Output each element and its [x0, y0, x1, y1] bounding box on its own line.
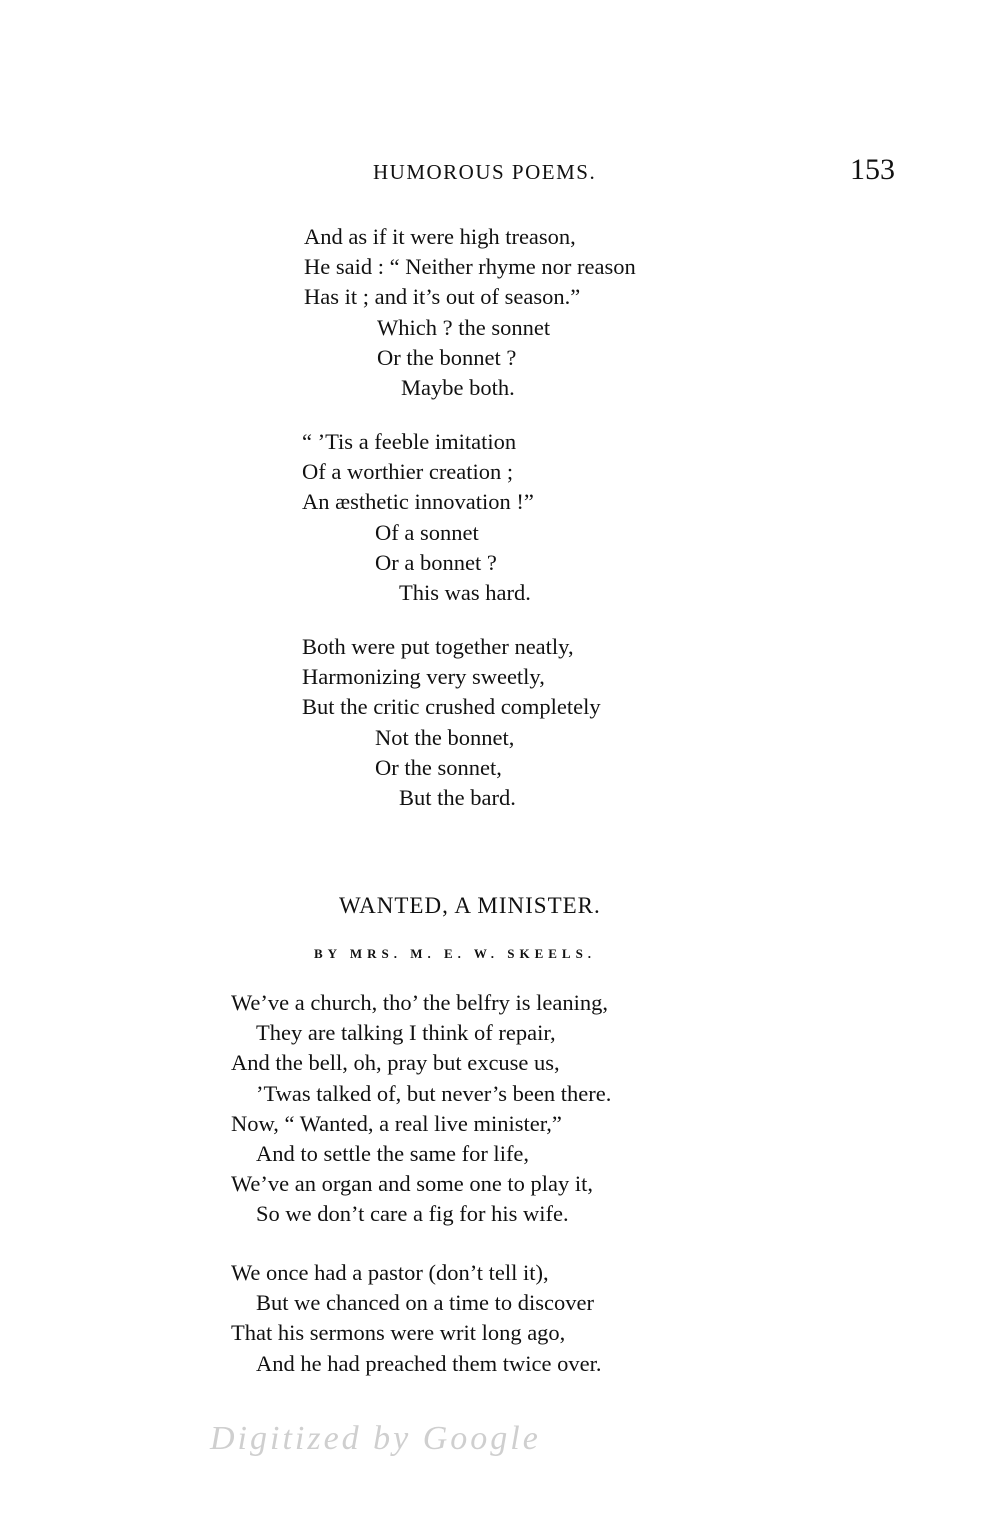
verse-line: Of a worthier creation ; [302, 459, 514, 485]
verse-line: So we don’t care a fig for his wife. [256, 1201, 569, 1227]
page-number: 153 [850, 153, 895, 186]
verse-line: But the critic crushed completely [302, 694, 601, 720]
verse-line: Or a bonnet ? [375, 549, 497, 575]
verse-line: Not the bonnet, [375, 724, 515, 750]
verse-line: And the bell, oh, pray but excuse us, [231, 1050, 560, 1076]
verse-line: We once had a pastor (don’t tell it), [231, 1260, 549, 1285]
poem2-stanza-1 [231, 988, 611, 1230]
verse-line: Maybe both. [401, 375, 515, 401]
verse-line: Or the bonnet ? [377, 344, 517, 370]
verse-line: He said : “ Neither rhyme nor reason [304, 254, 636, 280]
verse-line: An æsthetic innovation !” [302, 489, 534, 515]
verse-line: And as if it were high treason, [304, 224, 576, 249]
verse-line: That his sermons were writ long ago, [231, 1320, 566, 1346]
poem2-stanza-2 [231, 1258, 602, 1379]
verse-line: Has it ; and it’s out of season.” [304, 284, 581, 310]
verse-line: “ ’Tis a feeble imitation [302, 429, 517, 454]
poem1-stanza-3 [302, 632, 601, 813]
verse-line: They are talking I think of repair, [256, 1020, 556, 1046]
verse-line: We’ve a church, tho’ the belfry is leaning, [231, 990, 608, 1015]
verse-line: But we chanced on a time to discover [256, 1290, 595, 1316]
verse-line: But the bard. [399, 785, 516, 811]
verse-line: Which ? the sonnet [377, 314, 551, 340]
digitizer-watermark: Digitized by Google [210, 1420, 541, 1457]
poem1-stanza-1 [304, 222, 636, 403]
verse-line: Harmonizing very sweetly, [302, 664, 545, 690]
verse-line: This was hard. [399, 580, 531, 606]
verse-line: Of a sonnet [375, 519, 479, 545]
verse-line: And he had preached them twice over. [256, 1350, 602, 1376]
verse-line: We’ve an organ and some one to play it, [231, 1171, 594, 1197]
verse-line: ’Twas talked of, but never’s been there. [256, 1080, 612, 1106]
verse-line: Both were put together neatly, [302, 634, 574, 659]
poem-byline: BY MRS. M. E. W. SKEELS. [314, 946, 597, 961]
running-head: HUMOROUS POEMS. [373, 160, 597, 184]
poem1-stanza-2 [302, 427, 534, 608]
poem-title: WANTED, A MINISTER. [339, 893, 601, 918]
verse-line: Or the sonnet, [375, 754, 502, 780]
verse-line: And to settle the same for life, [256, 1141, 530, 1167]
verse-line: Now, “ Wanted, a real live minister,” [231, 1110, 562, 1136]
